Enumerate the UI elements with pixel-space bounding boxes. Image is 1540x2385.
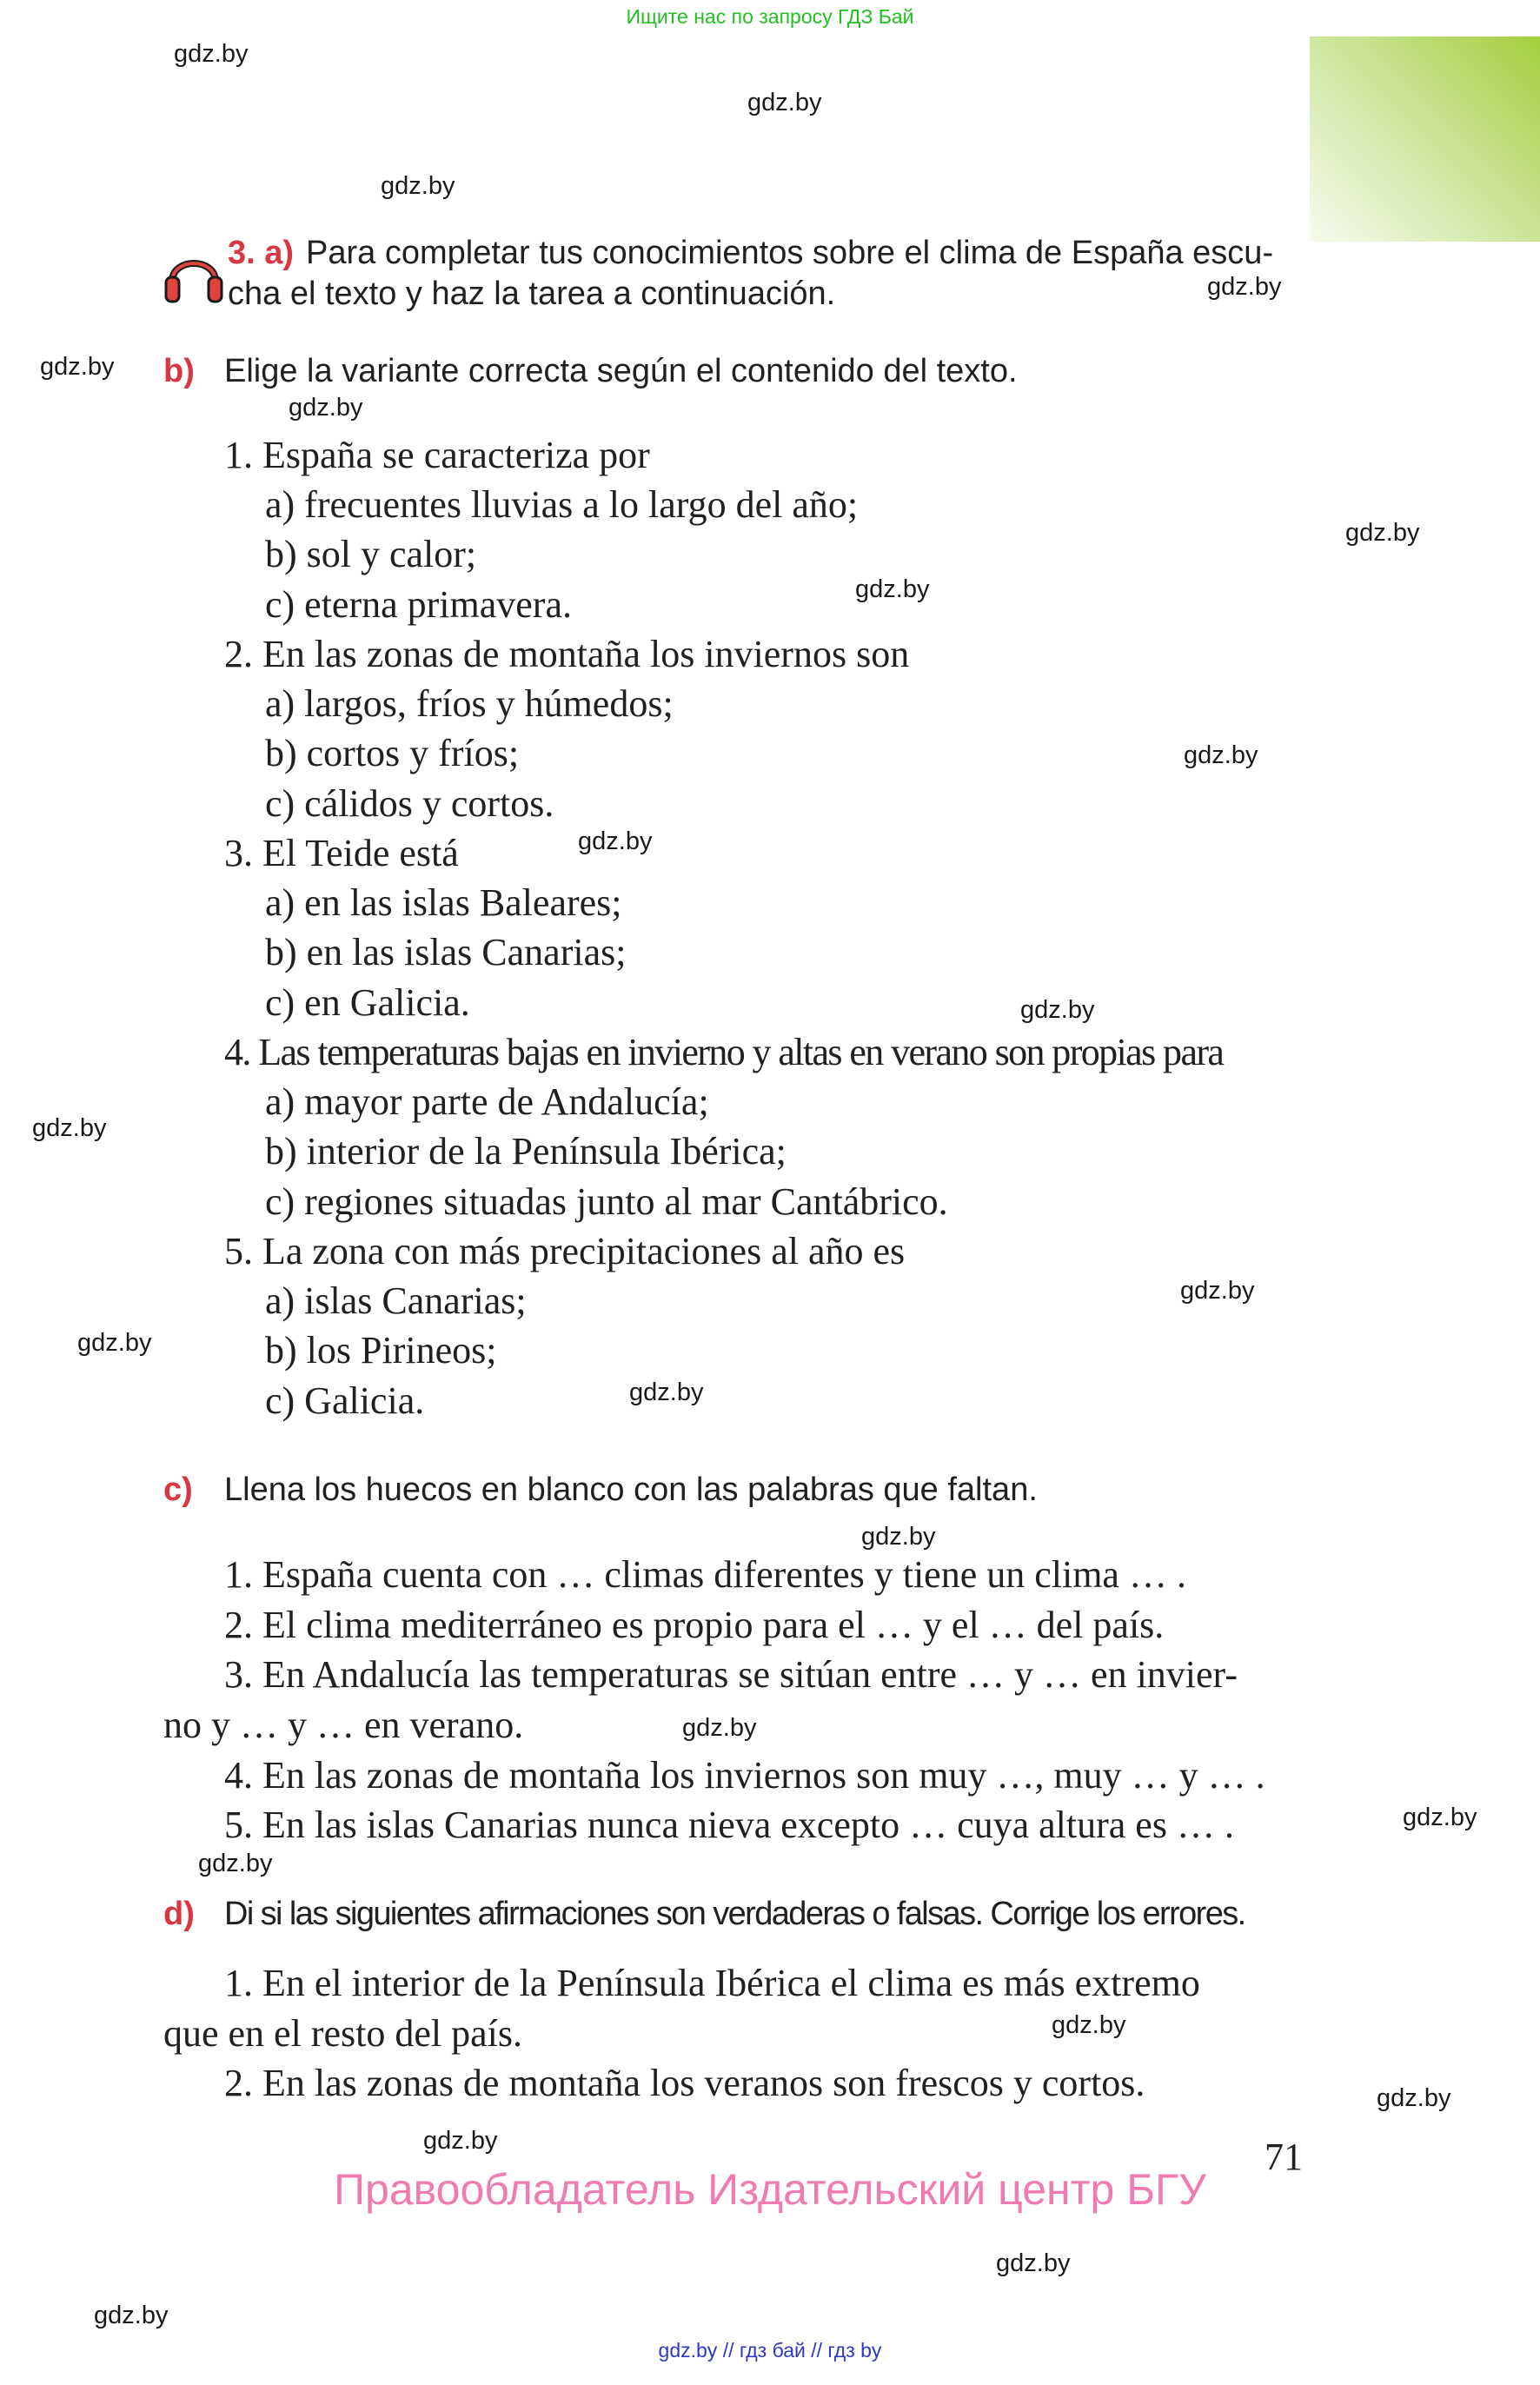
answer-option: b) cortos y fríos;: [265, 732, 520, 774]
part-d-instruction: Di si las siguientes afirmaciones son verdaderas o falsas. Corrige los errores.: [224, 1896, 1245, 1932]
fill-in-sentence: 1. España cuenta con … climas diferentes y tiene un clima … .: [224, 1553, 1186, 1596]
watermark: gdz.by: [747, 89, 822, 116]
top-search-note: Ищите нас по запросу ГДЗ Бай: [626, 5, 914, 28]
watermark: gdz.by: [423, 2127, 498, 2155]
fill-in-sentence: 5. En las islas Canarias nunca nieva excepto … cuya altura es … .: [224, 1804, 1234, 1846]
watermark: gdz.by: [1207, 273, 1282, 301]
corner-green-decoration: [1310, 37, 1540, 242]
part-b-instruction: Elige la variante correcta según el contenido del texto.: [224, 353, 1018, 389]
watermark: gdz.by: [198, 1850, 273, 1877]
watermark: gdz.by: [629, 1379, 704, 1406]
watermark: gdz.by: [855, 575, 930, 603]
watermark: gdz.by: [94, 2302, 169, 2329]
watermark: gdz.by: [289, 394, 363, 422]
fill-in-sentence: 4. En las zonas de montaña los inviernos son muy …, muy … y … .: [224, 1754, 1265, 1797]
answer-option: c) cálidos y cortos.: [265, 782, 554, 825]
watermark: gdz.by: [1184, 741, 1258, 769]
answer-option: c) en Galicia.: [265, 981, 470, 1024]
question-stem: 2. En las zonas de montaña los inviernos son: [224, 633, 910, 675]
watermark: gdz.by: [381, 172, 455, 200]
answer-option: a) mayor parte de Andalucía;: [265, 1080, 709, 1123]
headphones-icon: [163, 245, 224, 306]
part-c-instruction: Llena los huecos en blanco con las palabras que faltan.: [224, 1472, 1038, 1508]
answer-option: a) islas Canarias;: [265, 1279, 527, 1322]
question-stem: 4. Las temperaturas bajas en invierno y altas en verano son propias para: [224, 1031, 1224, 1073]
question-stem: 5. La zona con más precipitaciones al año es: [224, 1230, 906, 1272]
answer-option: a) frecuentes lluvias a lo largo del año;: [265, 483, 859, 526]
answer-option: b) en las islas Canarias;: [265, 931, 627, 973]
page-number: 71: [1265, 2136, 1303, 2178]
task-3-instruction-line2: cha el texto y haz la tarea a continuación.: [228, 276, 836, 312]
statement: que en el resto del país.: [163, 2012, 522, 2055]
watermark: gdz.by: [40, 353, 115, 381]
watermark: gdz.by: [32, 1114, 107, 1142]
watermark: gdz.by: [682, 1714, 757, 1742]
answer-option: c) Galicia.: [265, 1379, 425, 1422]
watermark: gdz.by: [1377, 2084, 1451, 2112]
watermark: gdz.by: [77, 1329, 152, 1357]
footer-links: gdz.by // гдз бай // гдз by: [658, 2339, 882, 2362]
statement: 1. En el interior de la Península Ibérica el clima es más extremo: [224, 1962, 1200, 2004]
watermark: gdz.by: [1180, 1277, 1255, 1305]
answer-option: a) en las islas Baleares;: [265, 881, 622, 924]
part-c-label: c): [163, 1472, 193, 1508]
answer-option: a) largos, fríos y húmedos;: [265, 682, 674, 725]
part-b-label: b): [163, 353, 195, 389]
watermark: gdz.by: [996, 2249, 1071, 2277]
answer-option: b) interior de la Península Ibérica;: [265, 1130, 787, 1173]
answer-option: c) regiones situadas junto al mar Cantábrico.: [265, 1180, 948, 1223]
answer-option: c) eterna primavera.: [265, 583, 572, 626]
watermark: gdz.by: [174, 40, 249, 68]
part-d-label: d): [163, 1896, 195, 1932]
task-3-instruction-line1: Para completar tus conocimientos sobre el clima de España escu-: [306, 235, 1274, 271]
watermark: gdz.by: [578, 827, 653, 855]
question-stem: 1. España se caracteriza por: [224, 434, 650, 476]
answer-option: b) los Pirineos;: [265, 1329, 497, 1372]
task-3-number: 3. a): [228, 235, 295, 271]
fill-in-sentence: 2. El clima mediterráneo es propio para el … y el … del país.: [224, 1604, 1165, 1646]
watermark: gdz.by: [1403, 1804, 1477, 1831]
rights-holder-notice: Правообладатель Издательский центр БГУ: [334, 2165, 1206, 2214]
fill-in-sentence: 3. En Andalucía las temperaturas se sitúan entre … y … en invier-: [224, 1653, 1238, 1696]
watermark: gdz.by: [1052, 2011, 1126, 2039]
question-stem: 3. El Teide está: [224, 832, 459, 874]
fill-in-sentence: no y … y … en verano.: [163, 1704, 524, 1746]
watermark: gdz.by: [861, 1523, 936, 1551]
statement: 2. En las zonas de montaña los veranos son frescos y cortos.: [224, 2062, 1145, 2104]
watermark: gdz.by: [1345, 519, 1420, 547]
watermark: gdz.by: [1020, 996, 1095, 1024]
answer-option: b) sol y calor;: [265, 533, 477, 575]
